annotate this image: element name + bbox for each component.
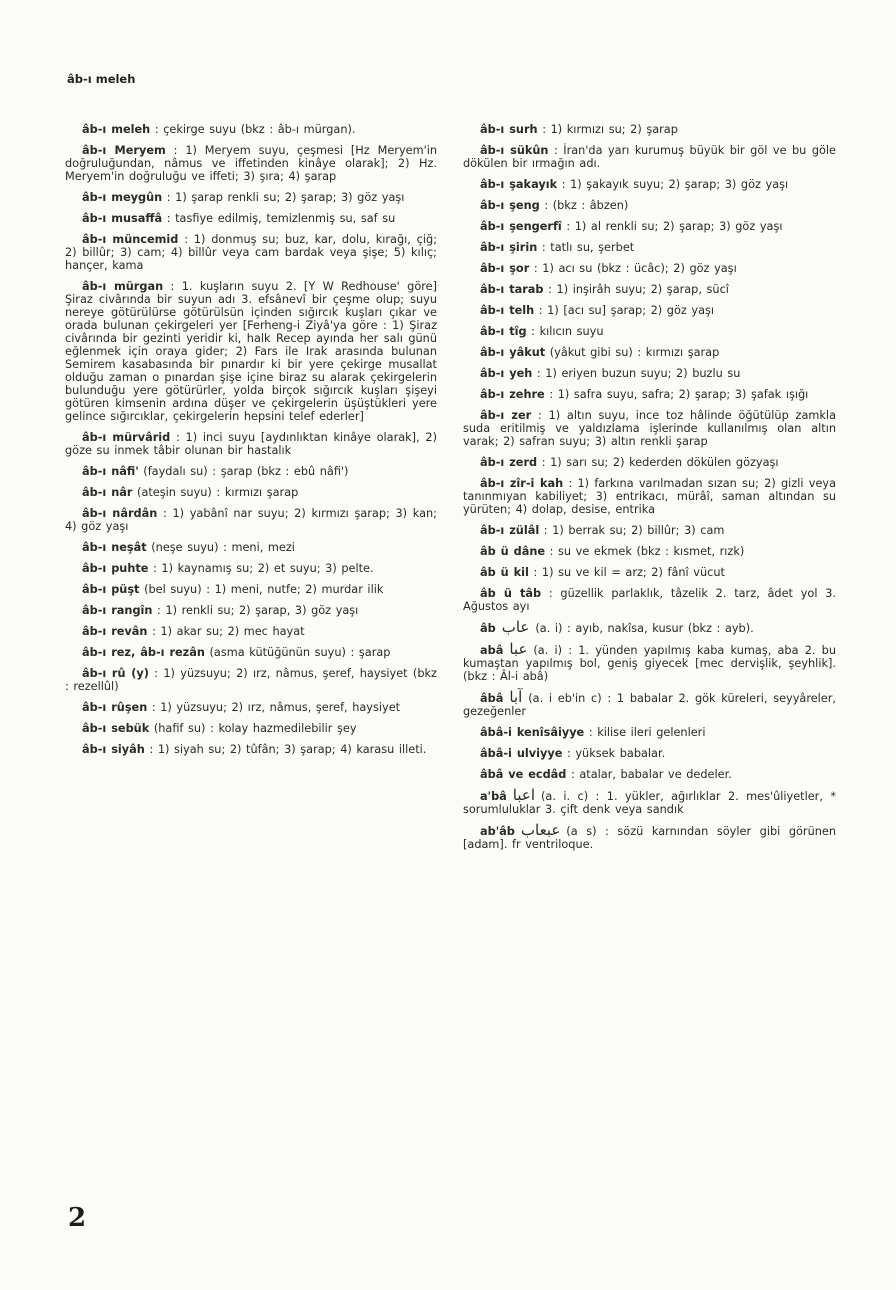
dictionary-entry: [463, 618, 836, 636]
entry-headword: âb-ı sebük: [82, 722, 150, 735]
entry-definition: : 1) inşirâh suyu; 2) şarap, sücî: [548, 283, 729, 296]
entry-headword: âbâ-i kenîsâiyye: [480, 726, 585, 739]
dictionary-entry: [65, 625, 437, 638]
dictionary-entry: [65, 465, 437, 478]
entry-headword: âb-ı rû (y): [82, 667, 149, 680]
entry-headword: âb-ı zehre: [480, 388, 545, 401]
entry-definition: : 1) sarı su; 2) kederden dökülen gözyaşı: [541, 456, 779, 469]
entry-definition: (neşe suyu) : meni, mezi: [151, 541, 295, 554]
entry-definition: (hafif su) : kolay hazmedilebilir şey: [153, 722, 357, 735]
dictionary-entry: [463, 283, 836, 296]
entry-headword: âb-ı meleh: [82, 123, 151, 136]
dictionary-entry: [65, 583, 437, 596]
dictionary-entry: [65, 541, 437, 554]
entry-arabic-script: آبا: [509, 688, 523, 706]
dictionary-entry: [65, 191, 437, 204]
dictionary-entry: [463, 786, 836, 816]
dictionary-entry: [65, 646, 437, 659]
dictionary-entry: [65, 562, 437, 575]
entry-definition: : 1) kaynamış su; 2) et suyu; 3) pelte.: [153, 562, 374, 575]
entry-definition: : 1) altın suyu, ince toz hâlinde öğütülüp zamkla suda eritilmiş ve yaldızlama işlerinde kullanılmış olan altın varak; 2) safran suyu; 3) altın renkli şarap: [463, 409, 836, 448]
entry-headword: âb-ı şirin: [480, 241, 538, 254]
entry-headword: âb-ı mürvârid: [82, 431, 171, 444]
entry-definition: : 1) [acı su] şarap; 2) göz yaşı: [538, 304, 715, 317]
entry-headword: âb-ı revân: [82, 625, 148, 638]
dictionary-entry: [463, 409, 836, 448]
entry-headword: âb-ı şengerfî: [480, 220, 562, 233]
entry-headword: âb-ı yâkut: [480, 346, 546, 359]
entry-headword: âb-ı surh: [480, 123, 538, 136]
entry-arabic-script: عبا: [509, 640, 528, 658]
entry-headword: âb-ı tarab: [480, 283, 544, 296]
entry-definition: : güzellik parlaklık, tâzelik 2. tarz, âdet yol 3. Ağustos ayı: [463, 587, 836, 613]
entry-headword: âb: [480, 622, 496, 635]
dictionary-entry: [463, 241, 836, 254]
entry-headword: âb-ı rangîn: [82, 604, 153, 617]
entry-headword: âb-ı puhte: [82, 562, 149, 575]
entry-definition: : yüksek babalar.: [566, 747, 666, 760]
entry-headword: âb-ı meygûn: [82, 191, 163, 204]
entry-definition: : 1) şarap renkli su; 2) şarap; 3) göz yaşı: [166, 191, 405, 204]
entry-headword: âb-ı zer: [480, 409, 532, 422]
entry-definition: : İran'da yarı kurumuş büyük bir göl ve bu göle dökülen bir ırmağın adı.: [463, 144, 836, 170]
entry-definition: : 1. kuşların suyu 2. [Y W Redhouse' göre] Şiraz civârında bir suyun adı 3. efsânevî bir çeşme olup; suyu nereye götürülürse götürülsün içinden sığırcık kuşları çıkar ve orada bulunan çekirgeleri yer [Ferheng-i Ziyâ'ya göre : 1) Şiraz civârında bir gezinti yeridir ki, halk Recep ayında her salı günü eğlenmek için oraya gider; 2) Fars ile Irak arasında bulunan Semirem kasabasında bir pınardır ki bir yere çekirge musallat olduğu zaman o pınardan şişe içine biraz su alarak çekirgelerin bulunduğu yere götürürler, yolda birçok sığırcık kuşları şişeyi götüren kimsenin ardına düşer ve çekirgelerin üşüştükleri yere gelince sığırcıklar, çekirgelerin hepsini telef ederler]: [65, 280, 438, 423]
entry-headword: âb-ı Meryem: [82, 144, 166, 157]
entry-definition: : 1) su ve kil = arz; 2) fânî vücut: [533, 566, 725, 579]
entry-definition: : su ve ekmek (bkz : kısmet, rızk): [549, 545, 745, 558]
entry-headword: ab'âb: [480, 825, 515, 838]
dictionary-entry: [65, 431, 437, 457]
entry-arabic-script: اعبا: [512, 786, 536, 804]
entry-definition: : çekirge suyu (bkz : âb-ı mürgan).: [154, 123, 356, 136]
right-column: [463, 123, 836, 859]
entry-headword: âb ü tâb: [480, 587, 542, 600]
entry-definition: : 1) Meryem suyu, çeşmesi [Hz Meryem'in doğruluğundan, nâmus ve iffetinden kinâye olarak]; 2) Hz. Meryem'in doğruluğu ve iffeti; 3) şıra; 4) şarap: [65, 144, 437, 183]
entry-definition: : 1) safra suyu, safra; 2) şarap; 3) şafak ışığı: [549, 388, 809, 401]
entry-headword: âb-ı nâfi': [82, 465, 139, 478]
entry-arabic-script: عاب: [501, 618, 530, 636]
entry-headword: âbâ: [480, 692, 504, 705]
entry-definition: : 1) al renkli su; 2) şarap; 3) göz yaşı: [566, 220, 783, 233]
dictionary-entry: [463, 688, 836, 718]
dictionary-entry: [463, 477, 836, 516]
dictionary-entry: [65, 604, 437, 617]
dictionary-entry: [463, 178, 836, 191]
entry-headword: âb-ı sükûn: [480, 144, 549, 157]
entry-headword: âb-ı siyâh: [82, 743, 145, 756]
entry-definition: (a s) : sözü karnından söyler gibi görünen [adam]. fr ventriloque.: [463, 825, 836, 851]
dictionary-entry: [463, 144, 836, 170]
entry-definition: : 1) yabânî nar suyu; 2) kırmızı şarap; 3) kan; 4) göz yaşı: [65, 507, 437, 533]
entry-headword: âb-ı yeh: [480, 367, 533, 380]
entry-definition: : 1) kırmızı su; 2) şarap: [542, 123, 678, 136]
entry-headword: âb-ı musaffâ: [82, 212, 163, 225]
dictionary-entry: [463, 199, 836, 212]
entry-definition: : 1) akar su; 2) mec hayat: [152, 625, 305, 638]
entry-headword: âb-ı zîr-i kah: [480, 477, 564, 490]
entry-headword: âb-ı rûşen: [82, 701, 148, 714]
dictionary-entry: [463, 220, 836, 233]
entry-definition: : atalar, babalar ve dedeler.: [570, 768, 732, 781]
left-column: [65, 123, 437, 764]
entry-definition: : 1) eriyen buzun suyu; 2) buzlu su: [536, 367, 741, 380]
entry-definition: : 1) donmuş su; buz, kar, dolu, kırağı, çiğ; 2) billûr; 3) cam; 4) billûr veya cam bardak veya şişe; 5) kılıç; hançer, kama: [65, 233, 437, 272]
dictionary-entry: [65, 722, 437, 735]
entry-definition: : kılıcın suyu: [531, 325, 604, 338]
entry-definition: (a. i) : 1. yünden yapılmış kaba kumaş, aba 2. bu kumaştan yapılmış bol, geniş giyecek [mec dervişlik, şeyhlik]. (bkz : Âl-i abâ): [463, 644, 836, 683]
entry-headword: abâ: [480, 644, 504, 657]
entry-definition: : 1) inci suyu [aydınlıktan kinâye olarak], 2) göze su inmek tâbir olunan bir hastalık: [65, 431, 438, 457]
entry-definition: : 1) farkına varılmadan sızan su; 2) gizli veya tanınmıyan kabiliyet; 3) entrikacı, mürâî, saman altından su yürüten; 4) dolap, desise, entrika: [463, 477, 836, 516]
entry-definition: (faydalı su) : şarap (bkz : ebû nâfi'): [143, 465, 349, 478]
entry-headword: âb-ı mürgan: [82, 280, 164, 293]
dictionary-entry: [463, 388, 836, 401]
entry-headword: âb-ı telh: [480, 304, 535, 317]
dictionary-entry: [463, 640, 836, 683]
entry-headword: âb-ı rez, âb-ı rezân: [82, 646, 205, 659]
entry-definition: (yâkut gibi su) : kırmızı şarap: [549, 346, 720, 359]
dictionary-entry: [65, 507, 437, 533]
dictionary-entry: [463, 123, 836, 136]
dictionary-entry: [463, 304, 836, 317]
dictionary-entry: [65, 486, 437, 499]
entry-definition: : tasfiye edilmiş, temizlenmiş su, saf su: [166, 212, 396, 225]
dictionary-entry: [463, 768, 836, 781]
dictionary-entry: [65, 212, 437, 225]
entry-headword: âb-ı neşât: [82, 541, 147, 554]
entry-headword: âbâ ve ecdâd: [480, 768, 567, 781]
dictionary-entry: [65, 667, 437, 693]
dictionary-entry: [65, 123, 437, 136]
entry-definition: (bel suyu) : 1) meni, nutfe; 2) murdar ilik: [144, 583, 384, 596]
entry-definition: : 1) renkli su; 2) şarap, 3) göz yaşı: [157, 604, 359, 617]
entry-definition: (a. i eb'in c) : 1 babalar 2. gök küreleri, seyyâreler, gezeğenler: [463, 692, 836, 718]
dictionary-entry: [463, 587, 836, 613]
dictionary-entry: [463, 456, 836, 469]
dictionary-entry: [463, 726, 836, 739]
entry-definition: : 1) şakayık suyu; 2) şarap; 3) göz yaşı: [561, 178, 789, 191]
entry-definition: : 1) berrak su; 2) billûr; 3) cam: [543, 524, 725, 537]
entry-definition: (asma kütüğünün suyu) : şarap: [209, 646, 391, 659]
dictionary-entry: [463, 821, 836, 851]
entry-headword: âb-ı püşt: [82, 583, 140, 596]
dictionary-entry: [463, 524, 836, 537]
dictionary-entry: [463, 566, 836, 579]
entry-headword: âb-ı nârdân: [82, 507, 158, 520]
entry-headword: âb ü kil: [480, 566, 529, 579]
dictionary-entry: [463, 367, 836, 380]
entry-definition: (ateşin suyu) : kırmızı şarap: [137, 486, 299, 499]
entry-definition: : 1) yüzsuyu; 2) ırz, nâmus, şeref, haysiyet (bkz : rezellûl): [65, 667, 437, 693]
entry-definition: : (bkz : âbzen): [544, 199, 629, 212]
running-head: âb-ı meleh: [67, 72, 136, 86]
entry-definition: : 1) acı su (bkz : ücâc); 2) göz yaşı: [533, 262, 737, 275]
entry-headword: âb-ı zülâl: [480, 524, 540, 537]
entry-headword: âb-ı müncemid: [82, 233, 179, 246]
dictionary-entry: [65, 701, 437, 714]
entry-definition: (a. i) : ayıb, nakîsa, kusur (bkz : ayb).: [535, 622, 754, 635]
entry-definition: : tatlı su, şerbet: [541, 241, 635, 254]
dictionary-entry: [463, 346, 836, 359]
page-number: 2: [68, 1203, 87, 1233]
entry-definition: : 1) yüzsuyu; 2) ırz, nâmus, şeref, haysiyet: [151, 701, 401, 714]
dictionary-entry: [65, 144, 437, 183]
dictionary-entry: [463, 747, 836, 760]
entry-headword: âb-ı zerd: [480, 456, 538, 469]
entry-definition: : 1) siyah su; 2) tûfân; 3) şarap; 4) karasu illeti.: [149, 743, 427, 756]
dictionary-entry: [65, 743, 437, 756]
entry-headword: âb-ı şor: [480, 262, 530, 275]
dictionary-entry: [65, 280, 437, 423]
dictionary-entry: [65, 233, 437, 272]
entry-definition: (a. i. c) : 1. yükler, ağırlıklar 2. mes'ûliyetler, * sorumluluklar 3. çift denk veya sandık: [463, 790, 836, 816]
entry-headword: a'bâ: [480, 790, 507, 803]
entry-definition: : kilise ileri gelenleri: [588, 726, 706, 739]
entry-headword: âb-ı şakayık: [480, 178, 558, 191]
entry-headword: âb ü dâne: [480, 545, 546, 558]
entry-headword: âb-ı şeng: [480, 199, 540, 212]
entry-headword: âbâ-i ulviyye: [480, 747, 563, 760]
entry-headword: âb-ı nâr: [82, 486, 133, 499]
dictionary-entry: [463, 545, 836, 558]
dictionary-entry: [463, 325, 836, 338]
entry-headword: âb-ı tîg: [480, 325, 527, 338]
entry-arabic-script: عبعاب: [520, 821, 561, 839]
dictionary-entry: [463, 262, 836, 275]
